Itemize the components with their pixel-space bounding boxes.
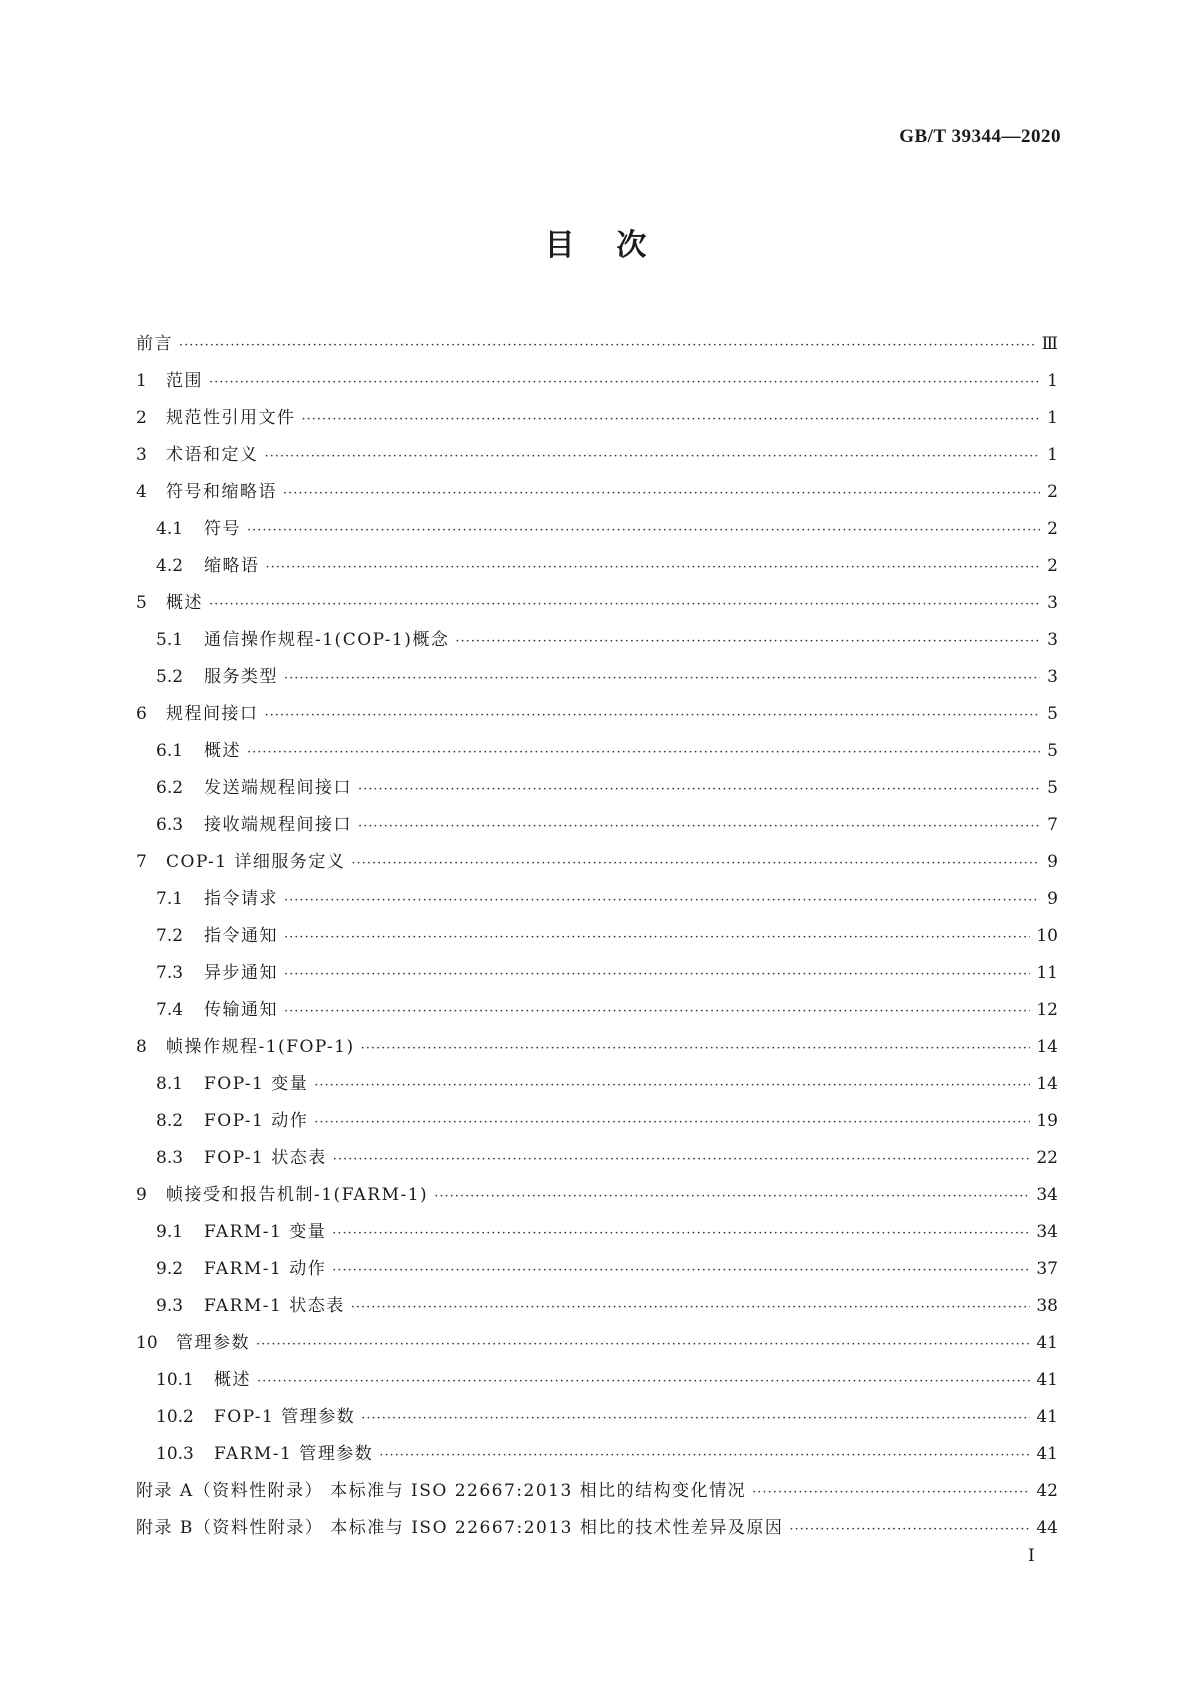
toc-entry[interactable] bbox=[136, 918, 1058, 955]
toc-entry-page: 14 bbox=[1036, 1037, 1058, 1057]
toc-entry[interactable] bbox=[136, 1473, 1058, 1510]
toc-entry[interactable] bbox=[136, 955, 1058, 992]
toc-entry-number: 3 bbox=[136, 445, 147, 465]
toc-dot-leader bbox=[265, 438, 1041, 475]
toc-entry-title: FARM-1 管理参数 bbox=[214, 1444, 374, 1464]
toc-dot-leader bbox=[333, 1141, 1031, 1178]
toc-entry-page: 42 bbox=[1036, 1481, 1058, 1501]
toc-dot-leader bbox=[284, 882, 1040, 919]
toc-entry-page: 11 bbox=[1036, 963, 1058, 983]
toc-entry-title: 概述 bbox=[204, 741, 241, 761]
toc-entry-number: 8 bbox=[136, 1037, 147, 1057]
toc-entry-page: 22 bbox=[1036, 1148, 1058, 1168]
toc-entry-number: 7 bbox=[136, 852, 147, 872]
toc-entry-page: 41 bbox=[1036, 1407, 1058, 1427]
toc-entry[interactable] bbox=[136, 696, 1058, 733]
toc-entry-title: 附录 A（资料性附录） 本标准与 ISO 22667:2013 相比的结构变化情况 bbox=[136, 1481, 747, 1501]
toc-dot-leader bbox=[284, 993, 1030, 1030]
toc-entry-number: 10.3 bbox=[156, 1444, 194, 1464]
toc-entry-title: 附录 B（资料性附录） 本标准与 ISO 22667:2013 相比的技术性差异及原因 bbox=[136, 1518, 784, 1538]
toc-entry-title: 符号和缩略语 bbox=[166, 482, 277, 502]
toc-entry-number: 7.3 bbox=[156, 963, 184, 983]
toc-entry-title: 指令请求 bbox=[204, 889, 278, 909]
toc-entry-page: 41 bbox=[1036, 1444, 1058, 1464]
toc-entry[interactable] bbox=[136, 733, 1058, 770]
toc-entry-title: 管理参数 bbox=[176, 1333, 250, 1353]
toc-dot-leader bbox=[358, 808, 1040, 845]
toc-dot-leader bbox=[265, 697, 1041, 734]
toc-entry-page: 5 bbox=[1047, 778, 1058, 798]
toc-entry-title: 指令通知 bbox=[204, 926, 278, 946]
toc-entry-title: 符号 bbox=[204, 519, 241, 539]
toc-entry[interactable] bbox=[136, 622, 1058, 659]
toc-entry-title: FOP-1 变量 bbox=[204, 1074, 309, 1094]
toc-dot-leader bbox=[257, 1363, 1030, 1400]
toc-entry-title: 规程间接口 bbox=[166, 704, 259, 724]
toc-entry-page: 2 bbox=[1047, 519, 1058, 539]
toc-entry[interactable] bbox=[136, 992, 1058, 1029]
toc-entry[interactable] bbox=[136, 844, 1058, 881]
toc-entry[interactable] bbox=[136, 1325, 1058, 1362]
toc-entry-number: 8.3 bbox=[156, 1148, 184, 1168]
toc-entry-page: 7 bbox=[1047, 815, 1058, 835]
toc-entry[interactable] bbox=[136, 659, 1058, 696]
toc-entry-number: 5.1 bbox=[156, 630, 184, 650]
toc-entry-title: 异步通知 bbox=[204, 963, 278, 983]
toc-dot-leader bbox=[247, 512, 1040, 549]
toc-entry-number: 6.2 bbox=[156, 778, 184, 798]
toc-entry-number: 5.2 bbox=[156, 667, 184, 687]
toc-entry-number: 7.1 bbox=[156, 889, 184, 909]
toc-entry[interactable] bbox=[136, 511, 1058, 548]
toc-entry-page: 5 bbox=[1047, 704, 1058, 724]
toc-entry[interactable] bbox=[136, 1214, 1058, 1251]
toc-dot-leader bbox=[256, 1326, 1030, 1363]
toc-entry-number: 7.4 bbox=[156, 1000, 184, 1020]
toc-entry[interactable] bbox=[136, 474, 1058, 511]
toc-entry[interactable] bbox=[136, 1177, 1058, 1214]
toc-entry[interactable] bbox=[136, 1029, 1058, 1066]
toc-entry-page: 12 bbox=[1036, 1000, 1058, 1020]
toc-dot-leader bbox=[314, 1104, 1030, 1141]
toc-dot-leader bbox=[284, 956, 1030, 993]
toc-dot-leader bbox=[361, 1030, 1031, 1067]
toc-entry-title: 概述 bbox=[214, 1370, 251, 1390]
toc-entry-title: 范围 bbox=[166, 371, 203, 391]
toc-entry-number: 9.1 bbox=[156, 1222, 184, 1242]
toc-entry-page: 9 bbox=[1047, 889, 1058, 909]
toc-dot-leader bbox=[351, 1289, 1031, 1326]
toc-entry-title: FOP-1 管理参数 bbox=[214, 1407, 356, 1427]
toc-entry-title: 接收端规程间接口 bbox=[204, 815, 352, 835]
toc-entry-number: 6.3 bbox=[156, 815, 184, 835]
toc-entry[interactable] bbox=[136, 1362, 1058, 1399]
toc-entry-title: FARM-1 状态表 bbox=[204, 1296, 345, 1316]
toc-entry-page: 3 bbox=[1047, 593, 1058, 613]
toc-entry[interactable] bbox=[136, 1066, 1058, 1103]
toc-dot-leader bbox=[266, 549, 1041, 586]
toc-entry-title: 通信操作规程-1(COP-1)概念 bbox=[204, 630, 450, 650]
toc-entry[interactable] bbox=[136, 1288, 1058, 1325]
toc-entry-number: 6.1 bbox=[156, 741, 184, 761]
toc-entry-page: 14 bbox=[1036, 1074, 1058, 1094]
toc-entry-page: Ⅲ bbox=[1041, 334, 1058, 354]
toc-entry-number: 5 bbox=[136, 593, 147, 613]
toc-entry-number: 4.1 bbox=[156, 519, 184, 539]
toc-entry-title: 规范性引用文件 bbox=[166, 408, 296, 428]
toc-entry-page: 44 bbox=[1036, 1518, 1058, 1538]
toc-entry-page: 10 bbox=[1036, 926, 1058, 946]
toc-entry-page: 19 bbox=[1036, 1111, 1058, 1131]
toc-entry-title: 概述 bbox=[166, 593, 203, 613]
toc-entry[interactable] bbox=[136, 770, 1058, 807]
toc-entry[interactable] bbox=[136, 1399, 1058, 1436]
toc-entry-page: 9 bbox=[1047, 852, 1058, 872]
toc-entry[interactable] bbox=[136, 400, 1058, 437]
toc-dot-leader bbox=[752, 1474, 1030, 1511]
toc-dot-leader bbox=[283, 475, 1040, 512]
toc-dot-leader bbox=[434, 1178, 1030, 1215]
page-title: 目 次 bbox=[544, 228, 647, 263]
toc-dot-leader bbox=[209, 586, 1040, 623]
footer-page-number: I bbox=[1028, 1546, 1035, 1566]
toc-entry-number: 4.2 bbox=[156, 556, 184, 576]
toc-entry-page: 37 bbox=[1036, 1259, 1058, 1279]
toc-entry-page: 1 bbox=[1047, 371, 1058, 391]
toc-entry-page: 2 bbox=[1047, 482, 1058, 502]
toc-entry-number: 7.2 bbox=[156, 926, 184, 946]
toc-dot-leader bbox=[209, 364, 1040, 401]
toc-entry-title: 发送端规程间接口 bbox=[204, 778, 352, 798]
toc-entry-number: 9 bbox=[136, 1185, 147, 1205]
toc-entry-number: 8.2 bbox=[156, 1111, 184, 1131]
toc-entry-title: 帧接受和报告机制-1(FARM-1) bbox=[166, 1185, 429, 1205]
toc-entry-title: 帧操作规程-1(FOP-1) bbox=[166, 1037, 355, 1057]
toc-entry[interactable] bbox=[136, 1251, 1058, 1288]
toc-dot-leader bbox=[302, 401, 1041, 438]
standard-number: GB/T 39344—2020 bbox=[899, 126, 1061, 147]
toc-entry-title: 缩略语 bbox=[204, 556, 260, 576]
toc-entry-title: COP-1 详细服务定义 bbox=[166, 852, 346, 872]
toc-entry[interactable] bbox=[136, 1510, 1058, 1547]
toc-dot-leader bbox=[284, 660, 1040, 697]
toc-entry-page: 5 bbox=[1047, 741, 1058, 761]
toc-entry-title: 服务类型 bbox=[204, 667, 278, 687]
toc-entry[interactable] bbox=[136, 881, 1058, 918]
toc-dot-leader bbox=[284, 919, 1030, 956]
toc-entry[interactable] bbox=[136, 326, 1058, 363]
toc-entry-page: 3 bbox=[1047, 667, 1058, 687]
toc-entry-number: 9.2 bbox=[156, 1259, 184, 1279]
toc-entry-number: 1 bbox=[136, 371, 147, 391]
toc-entry-number: 10.1 bbox=[156, 1370, 194, 1390]
toc-entry[interactable] bbox=[136, 548, 1058, 585]
toc-entry-number: 8.1 bbox=[156, 1074, 184, 1094]
toc-entry-page: 41 bbox=[1036, 1333, 1058, 1353]
toc-entry[interactable] bbox=[136, 585, 1058, 622]
toc-entry[interactable] bbox=[136, 1436, 1058, 1473]
toc-dot-leader bbox=[379, 1437, 1030, 1474]
toc-entry-page: 34 bbox=[1036, 1222, 1058, 1242]
toc-dot-leader bbox=[361, 1400, 1030, 1437]
toc-entry-page: 3 bbox=[1047, 630, 1058, 650]
toc-entry-title: 术语和定义 bbox=[166, 445, 259, 465]
toc-entry-number: 9.3 bbox=[156, 1296, 184, 1316]
toc-entry-title: FOP-1 动作 bbox=[204, 1111, 309, 1131]
toc-entry-title: FARM-1 变量 bbox=[204, 1222, 327, 1242]
toc-dot-leader bbox=[351, 845, 1040, 882]
toc-entry-page: 38 bbox=[1036, 1296, 1058, 1316]
toc-entry-number: 10.2 bbox=[156, 1407, 194, 1427]
toc-dot-leader bbox=[179, 327, 1036, 364]
toc-dot-leader bbox=[455, 623, 1040, 660]
toc-entry-number: 6 bbox=[136, 704, 147, 724]
toc-entry[interactable] bbox=[136, 437, 1058, 474]
toc-entry-title: FARM-1 动作 bbox=[204, 1259, 327, 1279]
toc-entry-number: 10 bbox=[136, 1333, 158, 1353]
toc-entry[interactable] bbox=[136, 363, 1058, 400]
toc-entry[interactable] bbox=[136, 1140, 1058, 1177]
toc-entry-page: 41 bbox=[1036, 1370, 1058, 1390]
toc-entry-page: 1 bbox=[1047, 445, 1058, 465]
toc-dot-leader bbox=[332, 1215, 1030, 1252]
toc-entry[interactable] bbox=[136, 807, 1058, 844]
toc-entry-title: 传输通知 bbox=[204, 1000, 278, 1020]
toc-entry-title: 前言 bbox=[136, 334, 173, 354]
toc-entry[interactable] bbox=[136, 1103, 1058, 1140]
toc-dot-leader bbox=[332, 1252, 1030, 1289]
toc-entry-page: 2 bbox=[1047, 556, 1058, 576]
toc-entry-page: 1 bbox=[1047, 408, 1058, 428]
toc-dot-leader bbox=[247, 734, 1040, 771]
toc-entry-number: 2 bbox=[136, 408, 147, 428]
toc-dot-leader bbox=[314, 1067, 1030, 1104]
toc-dot-leader bbox=[789, 1511, 1030, 1548]
toc-entry-title: FOP-1 状态表 bbox=[204, 1148, 327, 1168]
toc-entry-number: 4 bbox=[136, 482, 147, 502]
toc-dot-leader bbox=[358, 771, 1040, 808]
table-of-contents bbox=[136, 326, 1058, 1547]
toc-entry-page: 34 bbox=[1036, 1185, 1058, 1205]
